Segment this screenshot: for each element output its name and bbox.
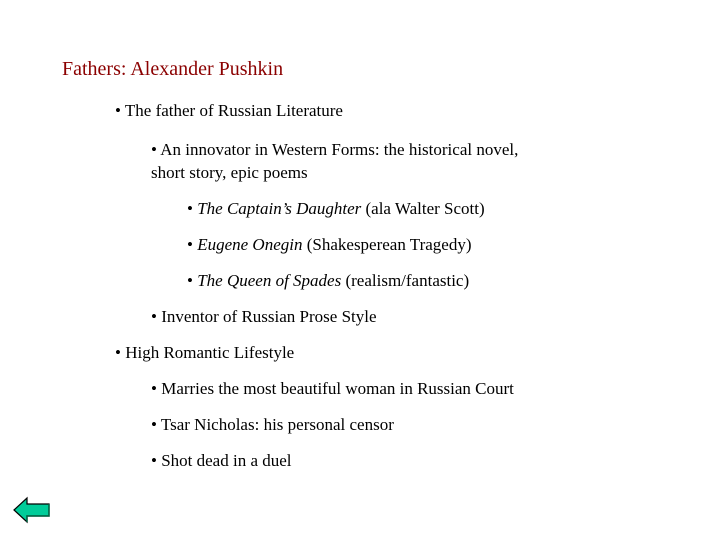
- work-title-eugene-onegin: Eugene Onegin: [197, 235, 303, 254]
- left-arrow-icon: [12, 496, 52, 524]
- bullet-captains-daughter: [187, 198, 485, 220]
- bullet-eugene-onegin: [187, 234, 472, 256]
- work-title-queen-of-spades: The Queen of Spades: [197, 271, 342, 290]
- bullet-tsar-censor: • Tsar Nicholas: his personal censor: [151, 415, 394, 434]
- back-button[interactable]: [12, 496, 52, 524]
- bullet-father-of-literature: • The father of Russian Literature: [115, 101, 343, 120]
- bullet-innovator-line-2: short story, epic poems: [151, 163, 308, 182]
- work-title-captains-daughter: The Captain’s Daughter: [197, 199, 362, 218]
- bullet-romantic-lifestyle: • High Romantic Lifestyle: [115, 343, 295, 362]
- bullet-marker: •: [187, 235, 198, 254]
- bullet-shot-dead: • Shot dead in a duel: [151, 451, 292, 470]
- bullet-marries: • Marries the most beautiful woman in Russian Court: [151, 379, 514, 398]
- bullet-marker: •: [187, 199, 198, 218]
- work-note: (Shakesperean Tragedy): [302, 235, 472, 254]
- work-note: (ala Walter Scott): [361, 199, 485, 218]
- slide-title: Fathers: Alexander Pushkin: [62, 58, 284, 80]
- work-note: (realism/fantastic): [341, 271, 470, 290]
- bullet-prose-style: • Inventor of Russian Prose Style: [151, 307, 377, 326]
- bullet-marker: •: [187, 271, 198, 290]
- bullet-queen-of-spades: [187, 270, 469, 292]
- bullet-innovator-line-1: • An innovator in Western Forms: the historical novel,: [151, 140, 519, 159]
